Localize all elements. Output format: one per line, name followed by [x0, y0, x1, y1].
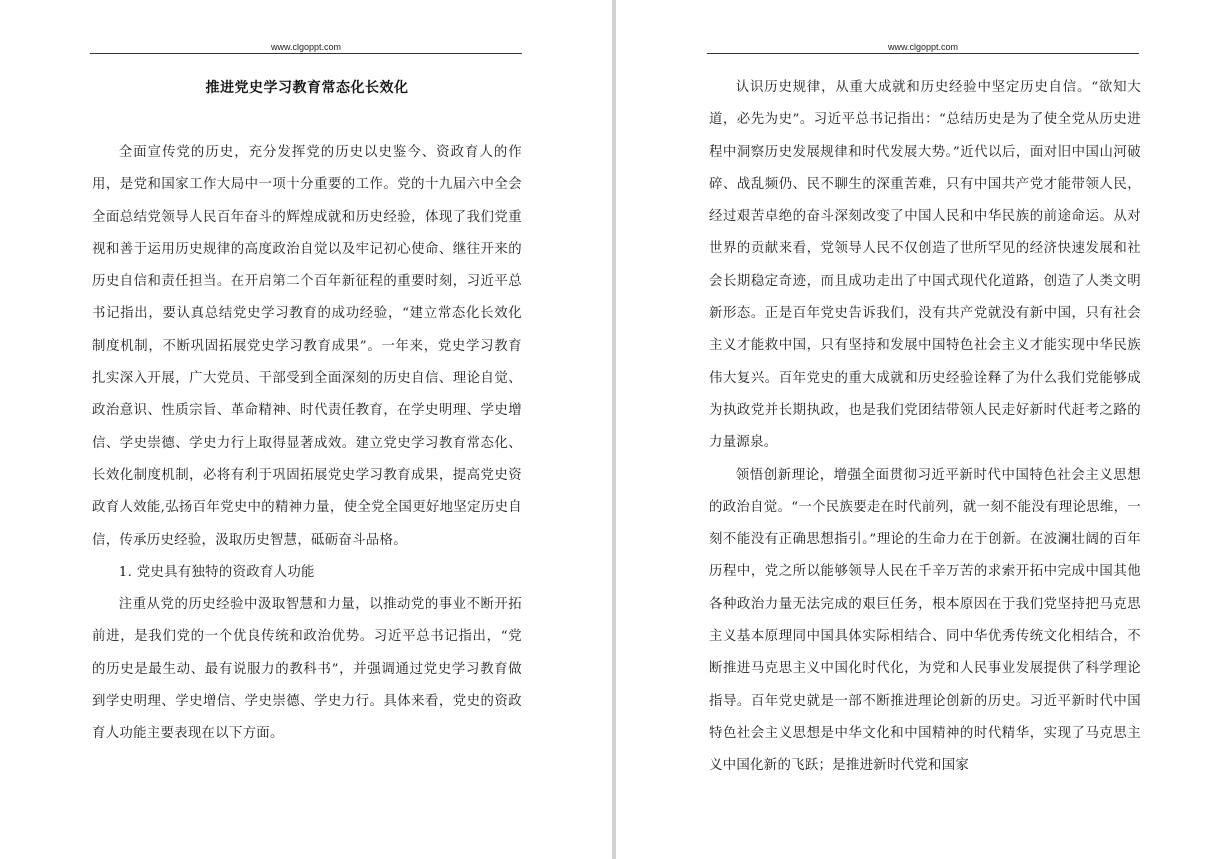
body-paragraph: 注重从党的历史经验中汲取智慧和力量，以推动党的事业不断开拓前进，是我们党的一个优良传统和政治优势。习近平总书记指出，“党的历史是最生动、最有说服力的教科书”，并强调通过党史学习教育做到学史明理、学史增信、学史崇德、学史力行。具体来看，党史的资政育人功能主要表现在以下方面。: [92, 597, 522, 742]
page-right: [616, 0, 1227, 859]
body-paragraph: 认识历史规律，从重大成就和历史经验中坚定历史自信。“欲知大道，必先为史”。习近平总书记指出：“总结历史是为了使全党从历史进程中洞察历史发展规律和时代发展大势。”近代以后，面对旧中国山河破碎、战乱频仍、民不聊生的深重苦难，只有中国共产党才能带领人民，经过艰苦卓绝的奋斗深刻改变了中国人民和中华民族的前途命运。从对世界的贡献来看，党领导人民不仅创造了世所罕见的经济快速发展和社会长期稳定奇迹，而且成功走出了中国式现代化道路，创造了人类文明新形态。正是百年党史告诉我们，没有共产党就没有新中国，只有社会主义才能救中国，只有坚持和发展中国特色社会主义才能实现中华民族伟大复兴。百年党史的重大成就和历史经验诠释了为什么我们党能够成为执政党并长期执政，也是我们党团结带领人民走好新时代赶考之路的力量源泉。: [709, 80, 1141, 451]
page-left: [0, 0, 612, 859]
section-heading: 1. 党史具有独特的资政育人功能: [118, 564, 315, 580]
body-paragraph: 全面宣传党的历史，充分发挥党的历史以史鉴今、资政育人的作用，是党和国家工作大局中一项十分重要的工作。党的十九届六中全会全面总结党领导人民百年奋斗的辉煌成就和历史经验，体现了我们党重视和善于运用历史规律的高度政治自觉以及牢记初心使命、继往开来的历史自信和责任担当。在开启第二个百年新征程的重要时刻，习近平总书记指出，要认真总结党史学习教育的成功经验，“建立常态化长效化制度机制，不断巩固拓展党史学习教育成果”。一年来，党史学习教育扎实深入开展，广大党员、干部受到全面深刻的历史自信、理论自觉、政治意识、性质宗旨、革命精神、时代责任教育，在学史明理、学史增信、学史崇德、学史力行上取得显著成效。建立党史学习教育常态化、长效化制度机制，必将有利于巩固拓展党史学习教育成果，提高党史资政育人效能,弘扬百年党史中的精神力量，使全党全国更好地坚定历史自信，传承历史经验，汲取历史智慧，砥砺奋斗品格。: [92, 145, 522, 548]
body-paragraph: 领悟创新理论，增强全面贯彻习近平新时代中国特色社会主义思想的政治自觉。“一个民族要走在时代前列，就一刻不能没有理论思维，一刻不能没有正确思想指引。”理论的生命力在于创新。在波澜壮阔的百年历程中，党之所以能够领导人民在千辛万苦的求索开拓中完成中国其他各种政治力量无法完成的艰巨任务，根本原因在于我们党坚持把马克思主义基本原理同中国具体实际相结合、同中华优秀传统文化相结合，不断推进马克思主义中国化时代化，为党和人民事业发展提供了科学理论指导。百年党史就是一部不断推进理论创新的历史。习近平新时代中国特色社会主义思想是中华文化和中国精神的时代精华，实现了马克思主义中国化新的飞跃；是推进新时代党和国家: [709, 467, 1141, 774]
header-rule: [90, 53, 522, 54]
page-header-url: www.clgoppt.com: [887, 42, 959, 52]
page-body: [92, 137, 522, 751]
page-header-url: www.clgoppt.com: [270, 42, 342, 52]
page-body: [709, 72, 1141, 783]
header-rule: [707, 53, 1139, 54]
document-title: 推进党史学习教育常态化长效化: [205, 80, 409, 96]
